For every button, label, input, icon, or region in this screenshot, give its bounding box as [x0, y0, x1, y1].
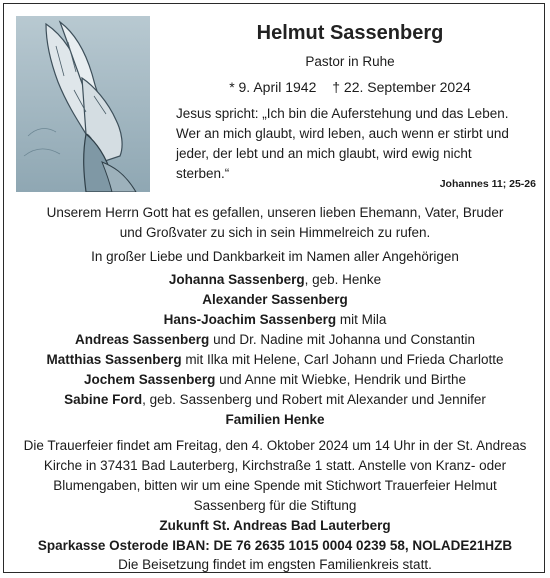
mourning-line: In großer Liebe und Dankbarkeit im Namen aller Angehörigen	[91, 249, 459, 264]
family-member-name: Sabine Ford	[64, 392, 143, 407]
death-date: † 22. September 2024	[332, 79, 471, 95]
life-dates	[150, 79, 550, 95]
burial-line: Die Beisetzung findet im engsten Familienkreis statt.	[118, 557, 432, 572]
family-member-line	[0, 292, 550, 307]
quote-reference: Johannes 11; 25-26	[439, 178, 536, 190]
family-member-name: Alexander Sassenberg	[202, 292, 348, 307]
birth-date: * 9. April 1942	[229, 79, 317, 95]
intro-line: und Großvater zu sich in sein Himmelreich zu rufen.	[119, 225, 431, 240]
foundation-name: Zukunft St. Andreas Bad Lauterberg	[159, 518, 391, 533]
family-member-name: Hans-Joachim Sassenberg	[163, 312, 337, 327]
funeral-info-line: Sassenberg für die Stiftung	[193, 498, 357, 513]
family-member-detail: und Dr. Nadine mit Johanna und Constantin	[209, 332, 475, 347]
family-member-detail: und Anne mit Wiebke, Hendrik und Birthe	[215, 372, 466, 387]
family-member-name: Familien Henke	[225, 412, 325, 427]
family-member-line	[0, 312, 550, 327]
family-member-detail: , geb. Henke	[304, 272, 382, 287]
praying-hands-image	[16, 16, 150, 192]
family-member-line	[0, 332, 550, 347]
bible-quote	[176, 104, 536, 184]
family-member-line	[0, 272, 550, 287]
family-member-detail: , geb. Sassenberg und Robert mit Alexander und Jennifer	[142, 392, 486, 407]
deceased-name: Helmut Sassenberg	[256, 22, 444, 44]
family-member-line	[0, 352, 550, 367]
bank-details: Sparkasse Osterode IBAN: DE 76 2635 1015 0004 0239 58, NOLADE21HZB	[37, 538, 513, 553]
family-member-line	[0, 412, 550, 427]
deceased-role: Pastor in Ruhe	[305, 54, 395, 69]
funeral-info-line: Kirche in 37431 Bad Lauterberg, Kirchstraße 1 statt. Anstelle von Kranz- oder	[43, 458, 507, 473]
family-member-name: Matthias Sassenberg	[46, 352, 182, 367]
family-member-name: Jochem Sassenberg	[84, 372, 216, 387]
quote-line: sterben.“	[176, 166, 230, 181]
family-member-detail: mit Ilka mit Helene, Carl Johann und Frieda Charlotte	[181, 352, 504, 367]
funeral-info-line: Die Trauerfeier findet am Freitag, den 4. Oktober 2024 um 14 Uhr in der St. Andreas	[23, 438, 527, 453]
family-member-line	[0, 372, 550, 387]
family-member-name: Johanna Sassenberg	[168, 272, 305, 287]
quote-line: jeder, der lebt und an mich glaubt, wird ewig nicht	[176, 146, 472, 161]
funeral-info-line: Blumengaben, bitten wir um eine Spende mit Stichwort Trauerfeier Helmut	[53, 478, 497, 493]
family-member-line	[0, 392, 550, 407]
family-member-name: Andreas Sassenberg	[75, 332, 210, 347]
intro-line: Unserem Herrn Gott hat es gefallen, unseren lieben Ehemann, Vater, Bruder	[46, 205, 504, 220]
family-member-detail: mit Mila	[336, 312, 387, 327]
quote-line: Jesus spricht: „Ich bin die Auferstehung und das Leben.	[176, 106, 509, 121]
quote-line: Wer an mich glaubt, wird leben, auch wenn er stirbt und	[176, 126, 509, 141]
